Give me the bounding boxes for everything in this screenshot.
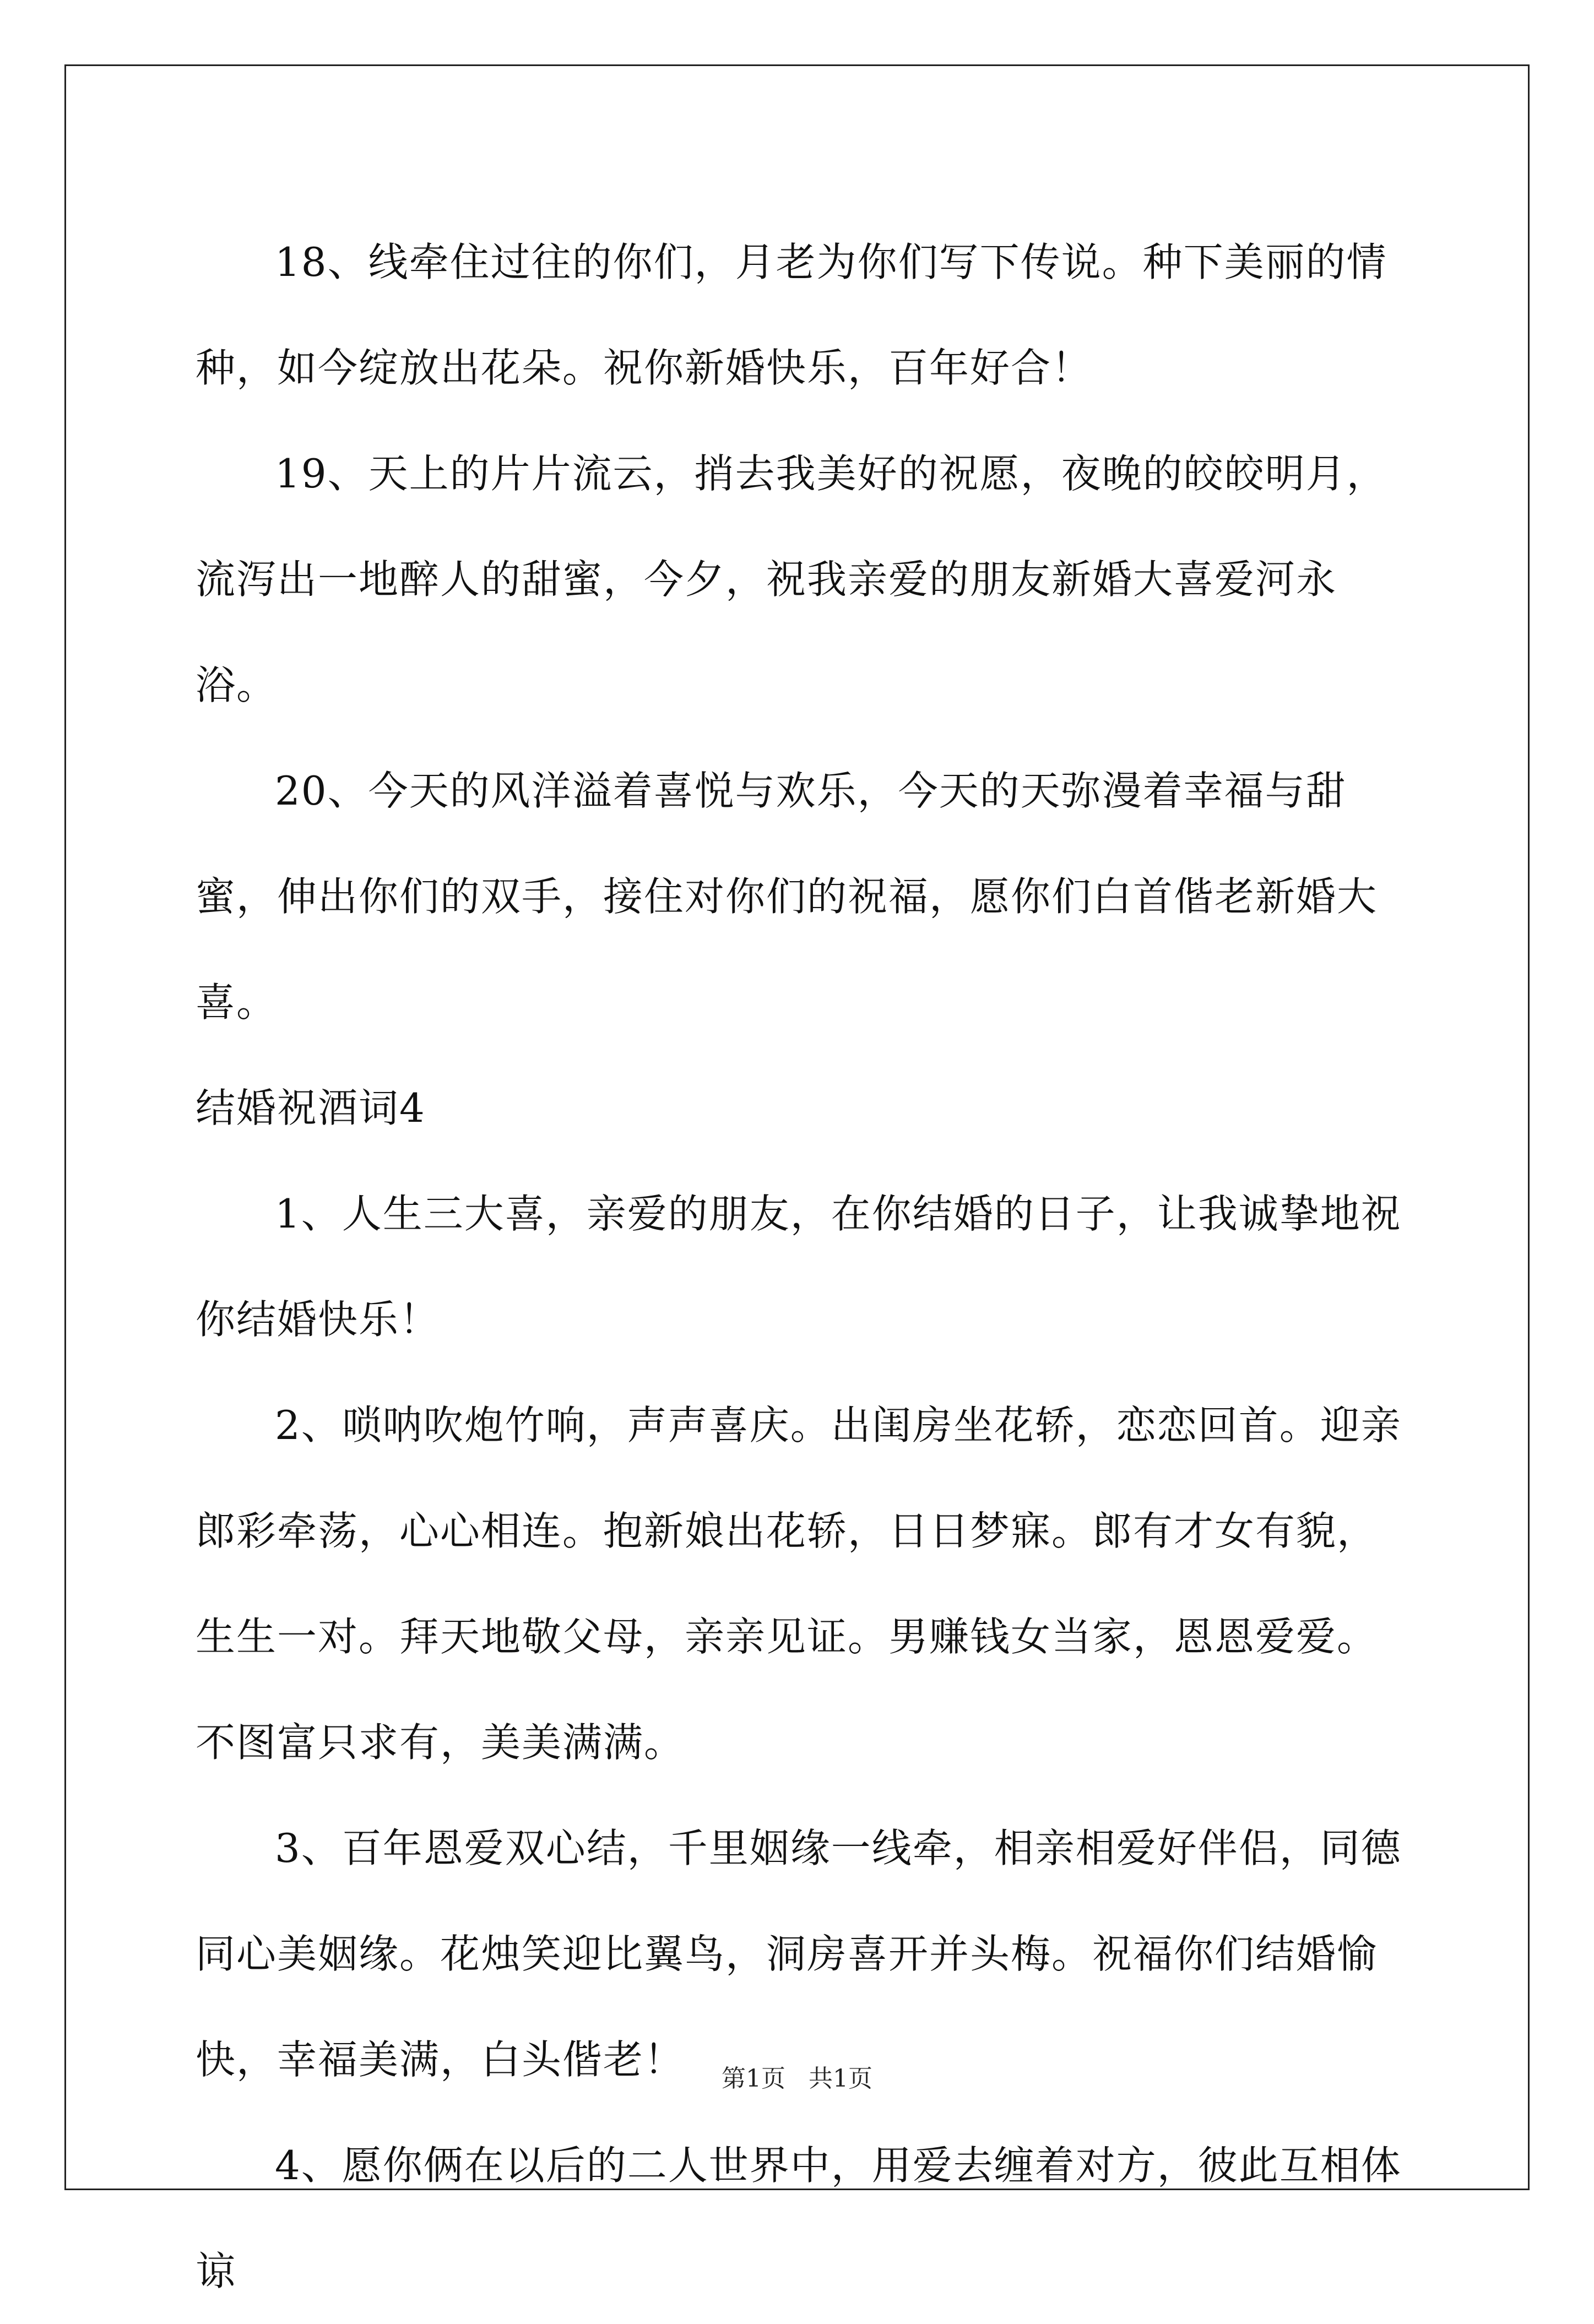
page-total: 共1页	[809, 2065, 872, 2093]
paragraph-item-1: 1、人生三大喜，亲爱的朋友，在你结婚的日子，让我诚挚地祝你结婚快乐！	[196, 1191, 1402, 1343]
paragraph-item-4: 4、愿你俩在以后的二人世界中，用爱去缠着对方，彼此互相体谅	[196, 2142, 1402, 2294]
document-body	[196, 209, 1407, 2324]
section-heading: 结婚祝酒词4	[196, 1085, 426, 1131]
page-footer	[0, 2062, 1594, 2095]
paragraph-item-3: 3、百年恩爱双心结，千里姻缘一线牵，相亲相爱好伴侣，同德同心美姻缘。花烛笑迎比翼鸟，洞房喜开并头梅。祝福你们结婚愉快，幸福美满，白头偕老！	[196, 1825, 1402, 2083]
paragraph-item-2: 2、唢呐吹炮竹响，声声喜庆。出闺房坐花轿，恋恋回首。迎亲郎彩牵荡，心心相连。抱新娘出花轿，日日梦寐。郎有才女有貌，生生一对。拜天地敬父母，亲亲见证。男赚钱女当家，恩恩爱爱。不图富只求有，美美满满。	[196, 1402, 1402, 1766]
paragraph-item-20: 20、今天的风洋溢着喜悦与欢乐，今天的天弥漫着幸福与甜蜜，伸出你们的双手，接住对你们的祝福，愿你们白首偕老新婚大喜。	[196, 768, 1378, 1025]
paragraph-item-19: 19、天上的片片流云，捎去我美好的祝愿，夜晚的皎皎明月，流泻出一地醉人的甜蜜，今夕，祝我亲爱的朋友新婚大喜爱河永浴。	[196, 450, 1387, 708]
paragraph-item-18: 18、线牵住过往的你们，月老为你们写下传说。种下美丽的情种，如今绽放出花朵。祝你新婚快乐，百年好合！	[196, 239, 1387, 391]
page-number: 第1页	[722, 2065, 785, 2093]
